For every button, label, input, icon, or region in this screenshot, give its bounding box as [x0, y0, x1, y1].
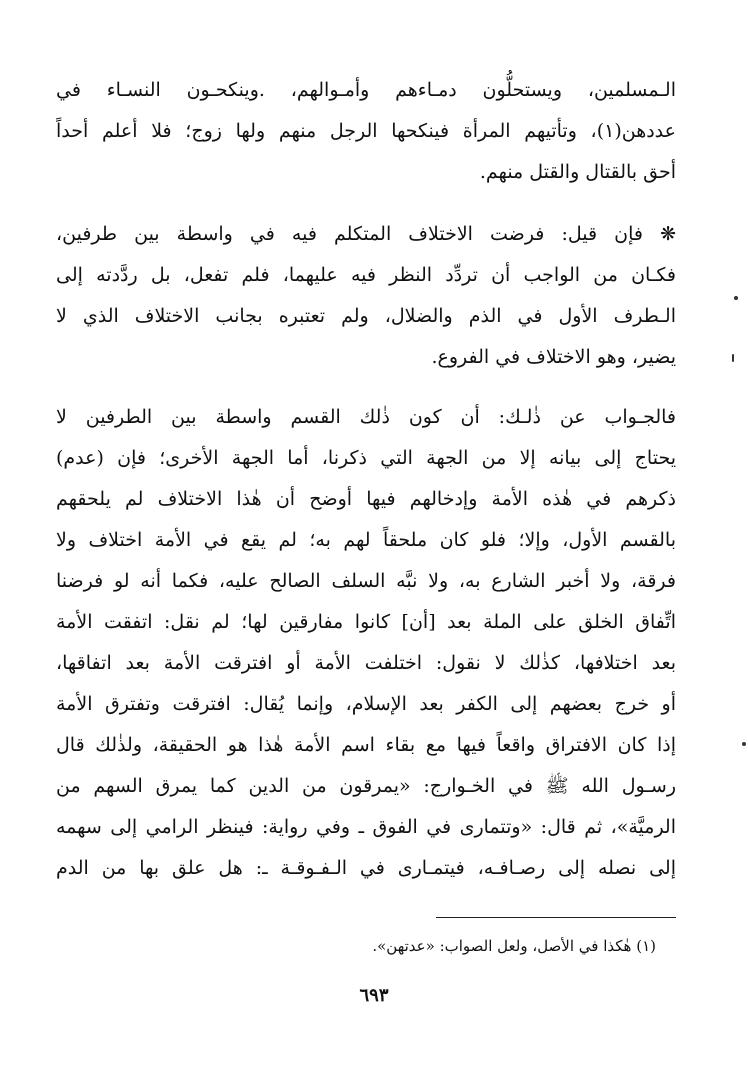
paragraph-2	[56, 214, 676, 378]
text-line: ذكرهم في هٰذه الأمة وإدخالهم فيها أوضح أن هٰذا الاختلاف لم يلحقهم	[56, 488, 676, 510]
text-line: بالقسم الأول، وإلا؛ فلو كان ملحقاً لهم به؛ لم يقع في الأمة اختلاف ولا	[56, 529, 676, 551]
text-line: الـمسلمين، ويستحلُّون دمـاءهم وأمـوالهم، .وينكحـون النسـاء في	[56, 79, 676, 101]
text-line: عددهن(١)، وتأتيهم المرأة فينكحها الرجل منهم ولها زوج؛ فلا أعلم أحداً	[56, 120, 676, 142]
text-line: بعد اختلافها، كذٰلك لا نقول: اختلفت الأمة أو افترقت الأمة بعد اتفاقها،	[56, 652, 676, 674]
margin-mark	[732, 354, 734, 362]
text-line: الـطرف الأول في الذم والضلال، ولم تعتبره بجانب الاختلاف الذي لا	[56, 305, 676, 327]
margin-mark	[734, 296, 738, 300]
text-line: فالجـواب عن ذٰلـك: أن كون ذٰلك القسم واسطة بين الطرفين لا	[56, 406, 676, 428]
text-line: يحتاج إلى بيانه إلا من الجهة التي ذكرنا، أما الجهة الأخرى؛ فإن (عدم)	[56, 447, 676, 469]
margin-mark	[742, 742, 746, 746]
text-line: أو خرج بعضهم إلى الكفر بعد الإسلام، وإنما يُقال: افترقت وتفترق الأمة	[56, 693, 676, 715]
text-line: فرقة، ولا أخبر الشارع به، ولا نبَّه السلف الصالح عليه، فكما أنه لو فرضنا	[56, 570, 676, 592]
paragraph-1	[56, 70, 676, 193]
text-line: الرميَّة»، ثم قال: «وتتمارى في الفوق ـ وفي رواية: فينظر الرامي إلى سهمه	[56, 816, 676, 838]
text-line: فكـان من الواجب أن تردِّد النظر فيه عليهما، فلم تفعل، بل ردَّدته إلى	[56, 264, 676, 286]
text-line: إذا كان الافتراق واقعاً فيها مع بقاء اسم الأمة هٰذا هو الحقيقة، ولذٰلك قال	[56, 734, 676, 756]
text-line: إلى نصله إلى رصـافـه، فيتمـارى في الـفـوقـة ـ: هل علق بها من الدم	[56, 857, 676, 879]
footnote: (١) هٰكذا في الأصل، ولعل الصواب: «عدتهن».	[372, 937, 656, 955]
text-line: أحق بالقتال والقتل منهم.	[479, 161, 676, 183]
text-line: رسـول الله ﷺ في الخـوارج: «يمرقون من الدين كما يمرق السهم من	[56, 775, 676, 797]
page-number: ٦٩٣	[359, 985, 389, 1006]
paragraph-3	[56, 397, 676, 889]
text-line: يضير، وهو الاختلاف في الفروع.	[431, 346, 676, 368]
text-line: ❋ فإن قيل: فرضت الاختلاف المتكلم فيه في واسطة بين طرفين،	[56, 223, 676, 245]
footnote-divider	[436, 917, 676, 918]
text-line: اتِّفاق الخلق على الملة بعد [أن] كانوا مفارقين لها؛ لم نقل: اتفقت الأمة	[56, 611, 676, 633]
